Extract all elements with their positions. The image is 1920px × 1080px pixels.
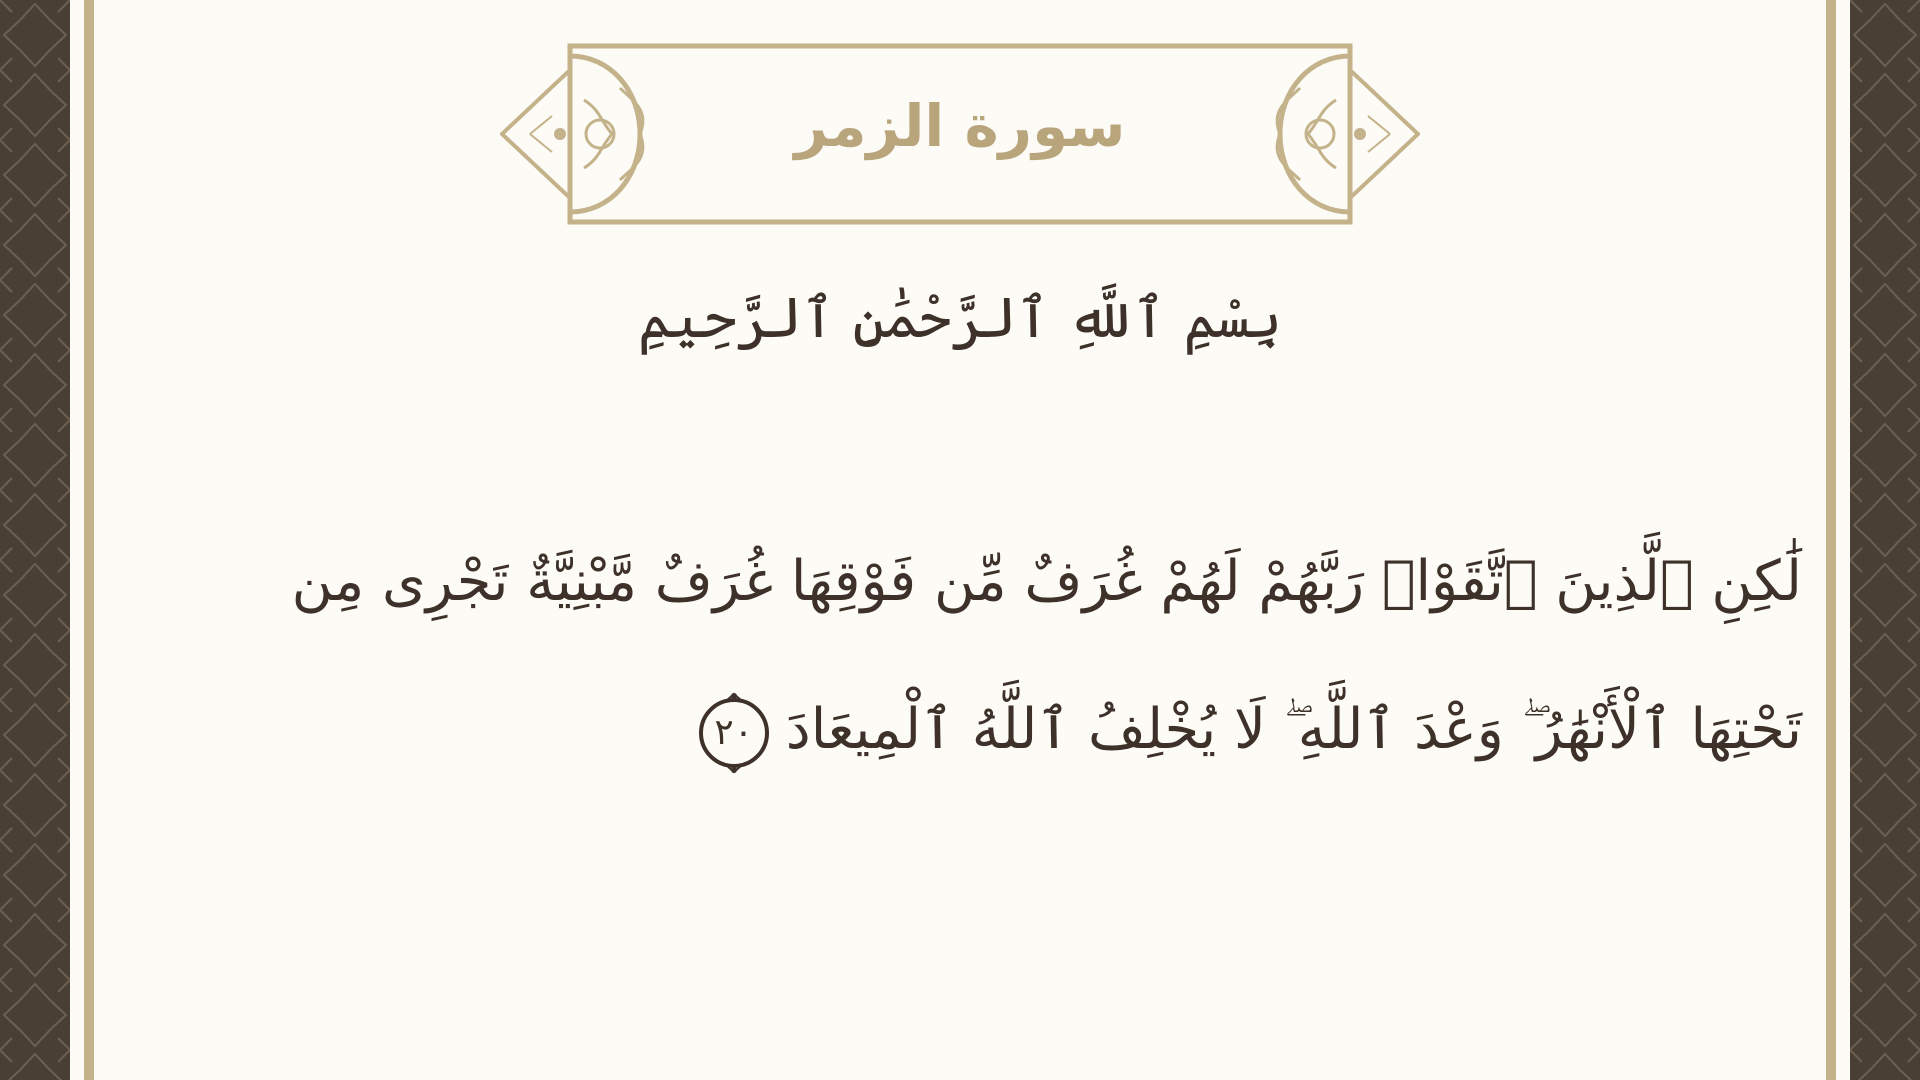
surah-name: سورة الزمر (794, 92, 1126, 160)
right-ornamental-border (1850, 0, 1920, 1080)
surah-title-cartouche (500, 40, 1420, 230)
left-ornamental-border (0, 0, 70, 1080)
verse-line-2-text: تَحْتِهَا ٱلْأَنْهَٰرُ ۖ وَعْدَ ٱللَّهِ ۖ لَا يُخْلِفُ ٱللَّهُ ٱلْمِيعَادَ (785, 697, 1802, 762)
left-gold-rule (84, 0, 94, 1080)
verse-text (180, 508, 1802, 804)
verse-line-1: لَٰكِنِ ٱلَّذِينَ ٱتَّقَوْا۟ رَبَّهُمْ لَهُمْ غُرَفٌ مِّن فَوْقِهَا غُرَفٌ مَّبْنِيَّةٌ تَجْرِى مِن (291, 549, 1802, 614)
ayah-number: ٢٠ (714, 711, 754, 753)
basmala-calligraphy: بِسْمِ ٱللَّهِ ٱلرَّحْمَٰنِ ٱلرَّحِيمِ (637, 286, 1283, 351)
right-gold-rule (1826, 0, 1836, 1080)
verse-line-2 (180, 656, 1802, 804)
ayah-end-marker (692, 691, 776, 775)
